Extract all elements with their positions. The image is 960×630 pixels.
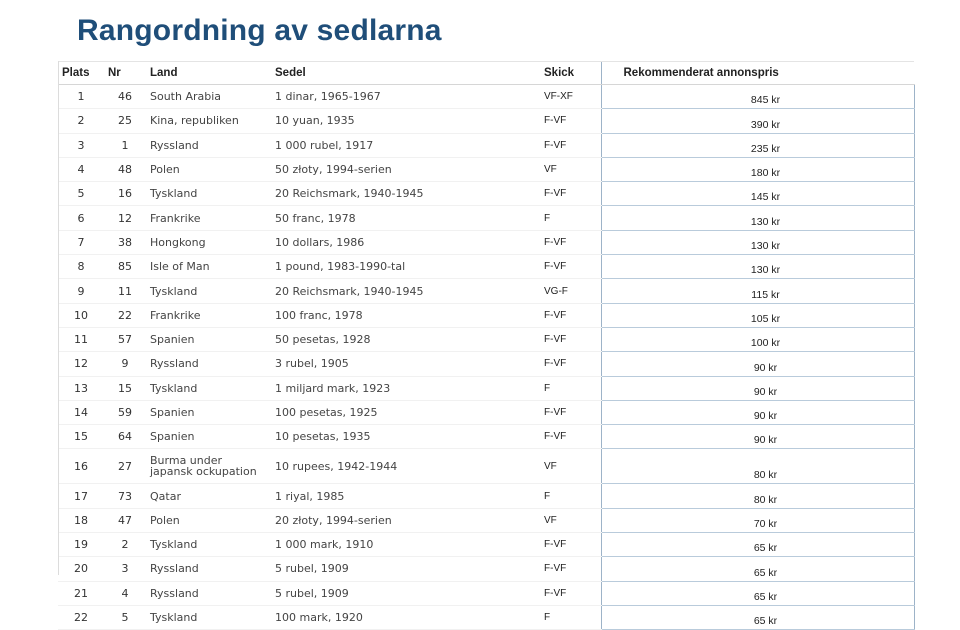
cell-nr: 2 — [104, 533, 146, 557]
cell-plats: 22 — [58, 605, 104, 629]
cell-plats: 3 — [58, 133, 104, 157]
cell-land: Burma under japansk ockupation — [146, 449, 271, 484]
cell-nr: 5 — [104, 605, 146, 629]
table-row — [58, 230, 914, 254]
cell-nr: 4 — [104, 581, 146, 605]
cell-nr: 1 — [104, 133, 146, 157]
cell-land: Frankrike — [146, 303, 271, 327]
cell-sedel: 50 franc, 1978 — [271, 206, 540, 230]
cell-plats: 6 — [58, 206, 104, 230]
table-row — [58, 206, 914, 230]
cell-price: 105 kr — [601, 303, 914, 327]
column-header-nr[interactable]: Nr — [104, 62, 146, 85]
cell-land: Frankrike — [146, 206, 271, 230]
table-row — [58, 255, 914, 279]
table-left-border — [58, 61, 59, 575]
cell-nr: 46 — [104, 85, 146, 109]
cell-land: Ryssland — [146, 557, 271, 581]
cell-land: Hongkong — [146, 230, 271, 254]
cell-price: 65 kr — [601, 557, 914, 581]
cell-land: Qatar — [146, 484, 271, 508]
cell-nr: 11 — [104, 279, 146, 303]
cell-plats: 17 — [58, 484, 104, 508]
cell-nr: 22 — [104, 303, 146, 327]
table-row — [58, 327, 914, 351]
cell-land: Kina, republiken — [146, 109, 271, 133]
cell-sedel: 1 pound, 1983-1990-tal — [271, 255, 540, 279]
column-header-land[interactable]: Land — [146, 62, 271, 85]
cell-skick: F-VF — [540, 133, 601, 157]
cell-land: Tyskland — [146, 533, 271, 557]
cell-skick: F-VF — [540, 109, 601, 133]
cell-sedel: 100 franc, 1978 — [271, 303, 540, 327]
cell-sedel: 1 000 mark, 1910 — [271, 533, 540, 557]
cell-skick: F-VF — [540, 425, 601, 449]
cell-sedel: 100 pesetas, 1925 — [271, 400, 540, 424]
cell-price: 130 kr — [601, 206, 914, 230]
cell-plats: 18 — [58, 508, 104, 532]
cell-nr: 15 — [104, 376, 146, 400]
cell-land: Ryssland — [146, 133, 271, 157]
cell-sedel: 20 złoty, 1994-serien — [271, 508, 540, 532]
table-row — [58, 352, 914, 376]
cell-plats: 14 — [58, 400, 104, 424]
table-row — [58, 133, 914, 157]
cell-land: Polen — [146, 508, 271, 532]
cell-land: South Arabia — [146, 85, 271, 109]
cell-plats: 9 — [58, 279, 104, 303]
cell-nr: 85 — [104, 255, 146, 279]
cell-price: 235 kr — [601, 133, 914, 157]
cell-price: 845 kr — [601, 85, 914, 109]
cell-nr: 27 — [104, 449, 146, 484]
column-header-price[interactable]: Rekommenderat annonspris — [601, 62, 914, 85]
cell-price: 65 kr — [601, 605, 914, 629]
cell-sedel: 1 riyal, 1985 — [271, 484, 540, 508]
cell-price: 90 kr — [601, 376, 914, 400]
cell-price: 70 kr — [601, 508, 914, 532]
cell-nr: 64 — [104, 425, 146, 449]
cell-price: 145 kr — [601, 182, 914, 206]
cell-land: Tyskland — [146, 279, 271, 303]
cell-skick: F — [540, 376, 601, 400]
cell-sedel: 1 miljard mark, 1923 — [271, 376, 540, 400]
cell-skick: F-VF — [540, 327, 601, 351]
table-row — [58, 581, 914, 605]
cell-nr: 57 — [104, 327, 146, 351]
cell-skick: VF — [540, 157, 601, 181]
cell-price: 180 kr — [601, 157, 914, 181]
table-body — [58, 85, 914, 630]
cell-nr: 16 — [104, 182, 146, 206]
cell-sedel: 20 Reichsmark, 1940-1945 — [271, 182, 540, 206]
cell-skick: VF — [540, 449, 601, 484]
table-row — [58, 376, 914, 400]
table-row — [58, 533, 914, 557]
table-row — [58, 449, 914, 484]
cell-price: 130 kr — [601, 255, 914, 279]
cell-plats: 2 — [58, 109, 104, 133]
cell-sedel: 10 pesetas, 1935 — [271, 425, 540, 449]
cell-skick: F — [540, 605, 601, 629]
cell-sedel: 10 dollars, 1986 — [271, 230, 540, 254]
cell-plats: 1 — [58, 85, 104, 109]
cell-nr: 3 — [104, 557, 146, 581]
ranking-table-container — [58, 61, 914, 630]
cell-skick: F-VF — [540, 352, 601, 376]
cell-price: 115 kr — [601, 279, 914, 303]
cell-sedel: 10 rupees, 1942-1944 — [271, 449, 540, 484]
cell-nr: 38 — [104, 230, 146, 254]
cell-plats: 10 — [58, 303, 104, 327]
table-row — [58, 279, 914, 303]
cell-price: 90 kr — [601, 425, 914, 449]
cell-sedel: 1 dinar, 1965-1967 — [271, 85, 540, 109]
cell-sedel: 5 rubel, 1909 — [271, 581, 540, 605]
cell-price: 65 kr — [601, 533, 914, 557]
cell-plats: 4 — [58, 157, 104, 181]
cell-sedel: 50 złoty, 1994-serien — [271, 157, 540, 181]
cell-plats: 11 — [58, 327, 104, 351]
cell-plats: 13 — [58, 376, 104, 400]
cell-skick: F-VF — [540, 230, 601, 254]
cell-sedel: 10 yuan, 1935 — [271, 109, 540, 133]
table-header-row — [58, 62, 914, 85]
cell-plats: 16 — [58, 449, 104, 484]
cell-sedel: 3 rubel, 1905 — [271, 352, 540, 376]
cell-plats: 19 — [58, 533, 104, 557]
cell-land: Polen — [146, 157, 271, 181]
cell-nr: 12 — [104, 206, 146, 230]
cell-land: Ryssland — [146, 581, 271, 605]
cell-plats: 21 — [58, 581, 104, 605]
cell-land: Tyskland — [146, 376, 271, 400]
table-row — [58, 109, 914, 133]
cell-price: 80 kr — [601, 449, 914, 484]
table-row — [58, 85, 914, 109]
cell-skick: VF-XF — [540, 85, 601, 109]
table-row — [58, 157, 914, 181]
cell-skick: F-VF — [540, 557, 601, 581]
table-row — [58, 400, 914, 424]
cell-price: 100 kr — [601, 327, 914, 351]
ranking-table — [58, 61, 915, 630]
cell-sedel: 100 mark, 1920 — [271, 605, 540, 629]
table-row — [58, 557, 914, 581]
cell-land: Tyskland — [146, 605, 271, 629]
cell-plats: 8 — [58, 255, 104, 279]
column-header-sedel[interactable]: Sedel — [271, 62, 540, 85]
cell-price: 130 kr — [601, 230, 914, 254]
cell-skick: F-VF — [540, 400, 601, 424]
cell-skick: F-VF — [540, 182, 601, 206]
cell-skick: F-VF — [540, 303, 601, 327]
table-row — [58, 484, 914, 508]
cell-nr: 73 — [104, 484, 146, 508]
table-row — [58, 182, 914, 206]
cell-land: Isle of Man — [146, 255, 271, 279]
cell-price: 90 kr — [601, 400, 914, 424]
cell-nr: 9 — [104, 352, 146, 376]
cell-skick: F-VF — [540, 533, 601, 557]
cell-land: Spanien — [146, 400, 271, 424]
cell-sedel: 5 rubel, 1909 — [271, 557, 540, 581]
cell-skick: F-VF — [540, 581, 601, 605]
cell-skick: VF — [540, 508, 601, 532]
page-title: Rangordning av sedlarna — [77, 14, 442, 47]
cell-land: Spanien — [146, 327, 271, 351]
cell-sedel: 20 Reichsmark, 1940-1945 — [271, 279, 540, 303]
cell-skick: F — [540, 206, 601, 230]
cell-price: 80 kr — [601, 484, 914, 508]
table-row — [58, 425, 914, 449]
column-header-plats[interactable]: Plats — [58, 62, 104, 85]
cell-price: 390 kr — [601, 109, 914, 133]
cell-price: 65 kr — [601, 581, 914, 605]
cell-land: Ryssland — [146, 352, 271, 376]
cell-plats: 5 — [58, 182, 104, 206]
cell-sedel: 1 000 rubel, 1917 — [271, 133, 540, 157]
cell-skick: VG-F — [540, 279, 601, 303]
table-row — [58, 605, 914, 629]
cell-nr: 48 — [104, 157, 146, 181]
cell-nr: 25 — [104, 109, 146, 133]
cell-nr: 47 — [104, 508, 146, 532]
cell-price: 90 kr — [601, 352, 914, 376]
cell-plats: 7 — [58, 230, 104, 254]
cell-sedel: 50 pesetas, 1928 — [271, 327, 540, 351]
cell-plats: 20 — [58, 557, 104, 581]
cell-skick: F-VF — [540, 255, 601, 279]
cell-nr: 59 — [104, 400, 146, 424]
table-row — [58, 508, 914, 532]
cell-plats: 15 — [58, 425, 104, 449]
cell-skick: F — [540, 484, 601, 508]
cell-land: Tyskland — [146, 182, 271, 206]
column-header-skick[interactable]: Skick — [540, 62, 601, 85]
cell-land: Spanien — [146, 425, 271, 449]
cell-plats: 12 — [58, 352, 104, 376]
table-row — [58, 303, 914, 327]
